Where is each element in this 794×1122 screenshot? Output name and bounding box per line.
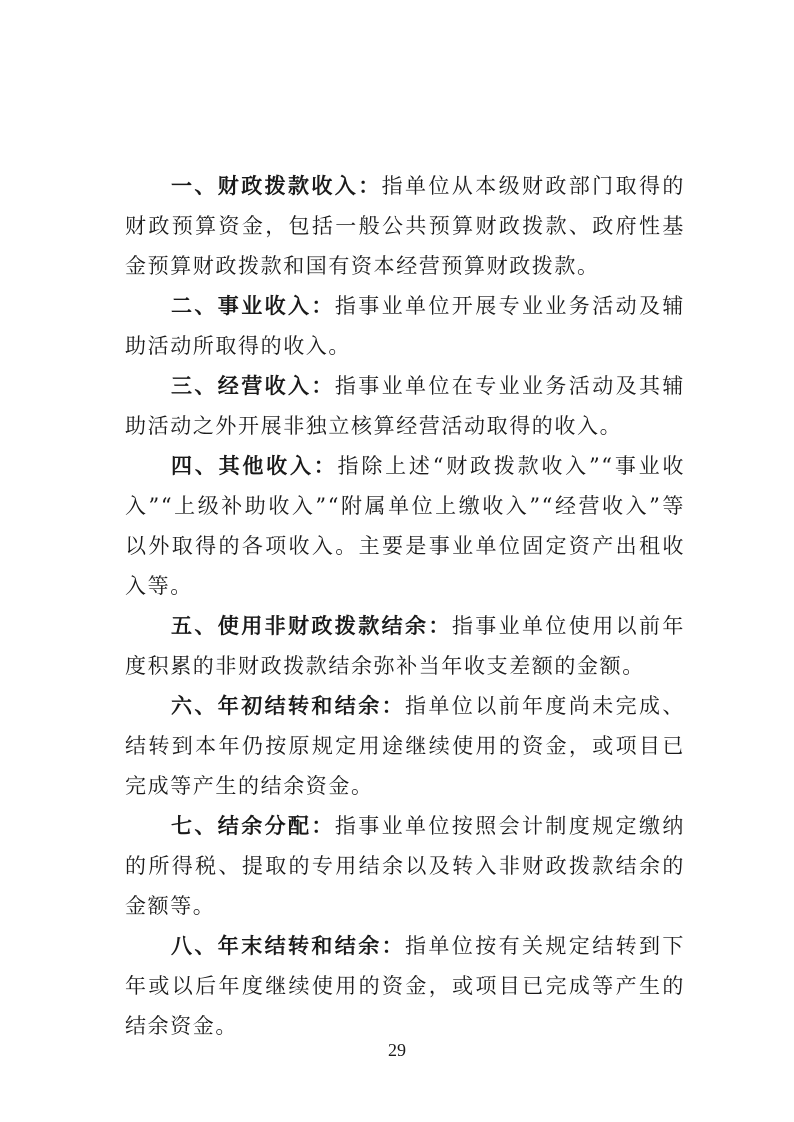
paragraph-7 [125, 806, 685, 926]
term-heading: 五、使用非财政拨款结余： [171, 614, 452, 638]
paragraph-1 [125, 166, 685, 286]
term-definition: 指事业单位开展专业业务活动及辅助活动所取得的收入。 [125, 294, 686, 358]
paragraph-4 [125, 446, 685, 606]
term-heading: 二、事业收入： [171, 294, 335, 318]
paragraph-5 [125, 606, 685, 686]
term-heading: 八、年末结转和结余： [171, 934, 405, 958]
term-definition: 指单位从本级财政部门取得的财政预算资金，包括一般公共预算财政拨款、政府性基金预算财政拨款和国有资本经营预算财政拨款。 [125, 174, 685, 278]
term-heading: 三、经营收入： [171, 374, 335, 398]
term-definition: 指除上述“财政拨款收入”“事业收入”“上级补助收入”“附属单位上缴收入”“经营收入”等以外取得的各项收入。主要是事业单位固定资产出租收入等。 [125, 454, 685, 598]
term-heading: 一、财政拨款收入： [171, 174, 382, 198]
term-definition: 指单位按有关规定结转到下年或以后年度继续使用的资金，或项目已完成等产生的结余资金。 [125, 934, 685, 1038]
paragraph-2 [125, 286, 685, 366]
paragraph-3 [125, 366, 685, 446]
term-definition: 指事业单位使用以前年度积累的非财政拨款结余弥补当年收支差额的金额。 [125, 614, 686, 678]
document-body [125, 166, 685, 1046]
paragraph-6 [125, 686, 685, 806]
term-definition: 指事业单位在专业业务活动及其辅助活动之外开展非独立核算经营活动取得的收入。 [125, 374, 686, 438]
term-heading: 七、结余分配： [171, 814, 335, 838]
page-number: 29 [388, 1040, 406, 1060]
term-heading: 四、其他收入： [171, 454, 338, 478]
term-definition: 指事业单位按照会计制度规定缴纳的所得税、提取的专用结余以及转入非财政拨款结余的金额等。 [125, 814, 686, 918]
term-definition: 指单位以前年度尚未完成、结转到本年仍按原规定用途继续使用的资金，或项目已完成等产生的结余资金。 [125, 694, 685, 798]
term-heading: 六、年初结转和结余： [171, 694, 405, 718]
paragraph-8 [125, 926, 685, 1046]
